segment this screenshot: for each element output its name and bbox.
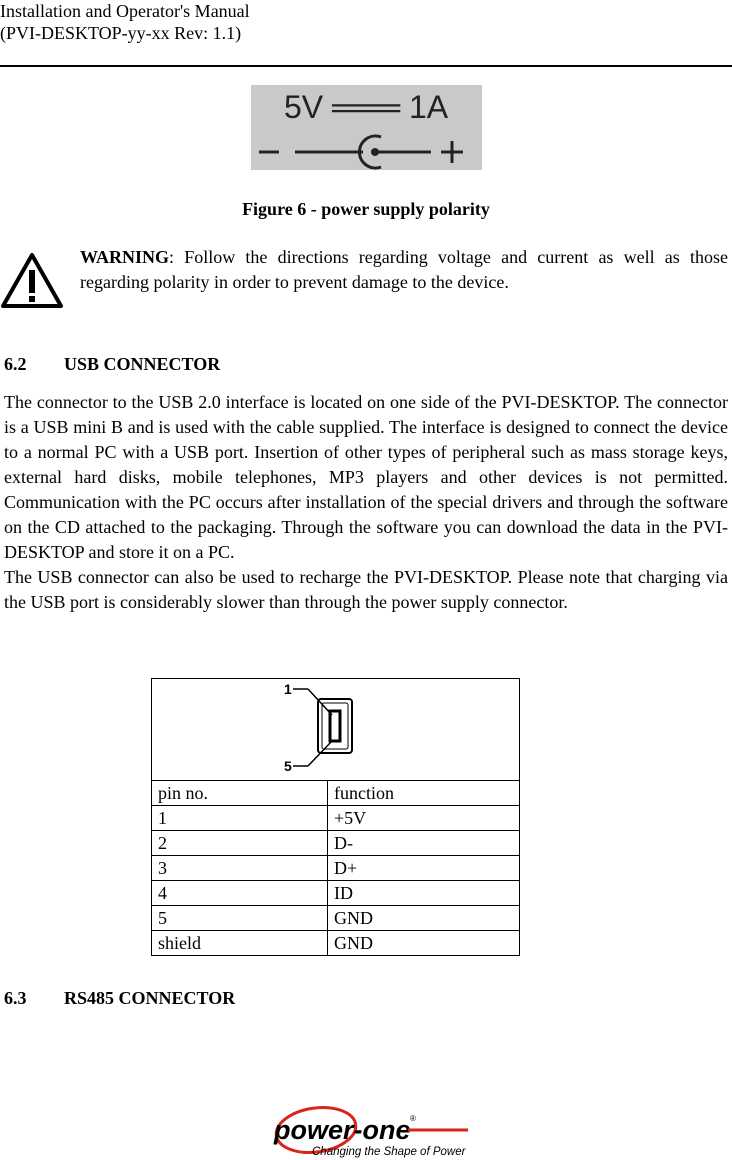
power-polarity-photo	[251, 85, 482, 170]
header-rule	[0, 65, 732, 67]
pin-cell: 1	[152, 806, 328, 831]
connector-diagram-row	[152, 679, 520, 781]
function-cell: GND	[328, 931, 520, 956]
table-row	[152, 856, 520, 881]
pin-cell: 3	[152, 856, 328, 881]
warning-label: WARNING	[80, 247, 170, 267]
figure-caption: Figure 6 - power supply polarity	[242, 199, 490, 219]
function-cell: D+	[328, 856, 520, 881]
power-one-logo	[270, 1103, 470, 1159]
page-header	[0, 0, 250, 44]
header-revision: (PVI-DESKTOP-yy-xx Rev: 1.1)	[0, 23, 242, 43]
function-cell: +5V	[328, 806, 520, 831]
function-cell: ID	[328, 881, 520, 906]
photo-rating-text: 5V ═══ 1A	[284, 89, 449, 125]
header-pin-no: pin no.	[152, 781, 328, 806]
header-manual-title: Installation and Operator's Manual	[0, 1, 250, 21]
warning-icon	[0, 252, 64, 310]
connector-diagram-cell	[152, 679, 520, 781]
section-number: 6.3	[4, 988, 27, 1008]
logo-registered-mark: ®	[410, 1114, 416, 1123]
table-header-row	[152, 781, 520, 806]
table-row	[152, 831, 520, 856]
table-row	[152, 906, 520, 931]
function-cell: GND	[328, 906, 520, 931]
table-row	[152, 881, 520, 906]
header-function: function	[328, 781, 520, 806]
pin-cell: 4	[152, 881, 328, 906]
warning-message: : Follow the directions regarding voltage and current as well as those regarding polarity in order to prevent damage to the device.	[80, 247, 728, 292]
section-heading-rs485	[4, 988, 235, 1009]
pin-cell: shield	[152, 931, 328, 956]
usb-pinout-table	[151, 678, 520, 956]
logo-tagline: Changing the Shape of Power	[312, 1146, 466, 1158]
table-row	[152, 806, 520, 831]
section-title: RS485 CONNECTOR	[64, 988, 236, 1008]
usb-paragraph-2: The USB connector can also be used to recharge the PVI-DESKTOP. Please note that charging via the USB port is considerably slower than through the power supply connector.	[4, 567, 728, 612]
table-row	[152, 931, 520, 956]
pin-cell: 2	[152, 831, 328, 856]
usb-paragraph-1: The connector to the USB 2.0 interface is located on one side of the PVI-DESKTOP. The connector is a USB mini B and is used with the cable supplied. The interface is designed to connect the device to a normal PC with a USB port. Insertion of other types of peripheral such as mass storage keys, external hard disks, mobile telephones, MP3 players and other devices is not permitted. Communication with the PC occurs after installation of the special drivers and through the software on the CD attached to the packaging. Through the software you can download the data in the PVI-DESKTOP and store it on a PC.	[4, 392, 728, 562]
usb-mini-b-diagram	[276, 679, 396, 774]
diagram-pin-1-label: 1	[283, 681, 292, 697]
pin-cell: 5	[152, 906, 328, 931]
diagram-pin-5-label: 5	[283, 758, 292, 774]
section-number: 6.2	[4, 354, 27, 374]
section-heading-usb	[4, 354, 220, 375]
section-title: USB CONNECTOR	[64, 354, 221, 374]
function-cell: D-	[328, 831, 520, 856]
logo-brand-text: power-one	[274, 1115, 411, 1145]
warning-text	[80, 245, 728, 295]
usb-description	[4, 390, 728, 615]
